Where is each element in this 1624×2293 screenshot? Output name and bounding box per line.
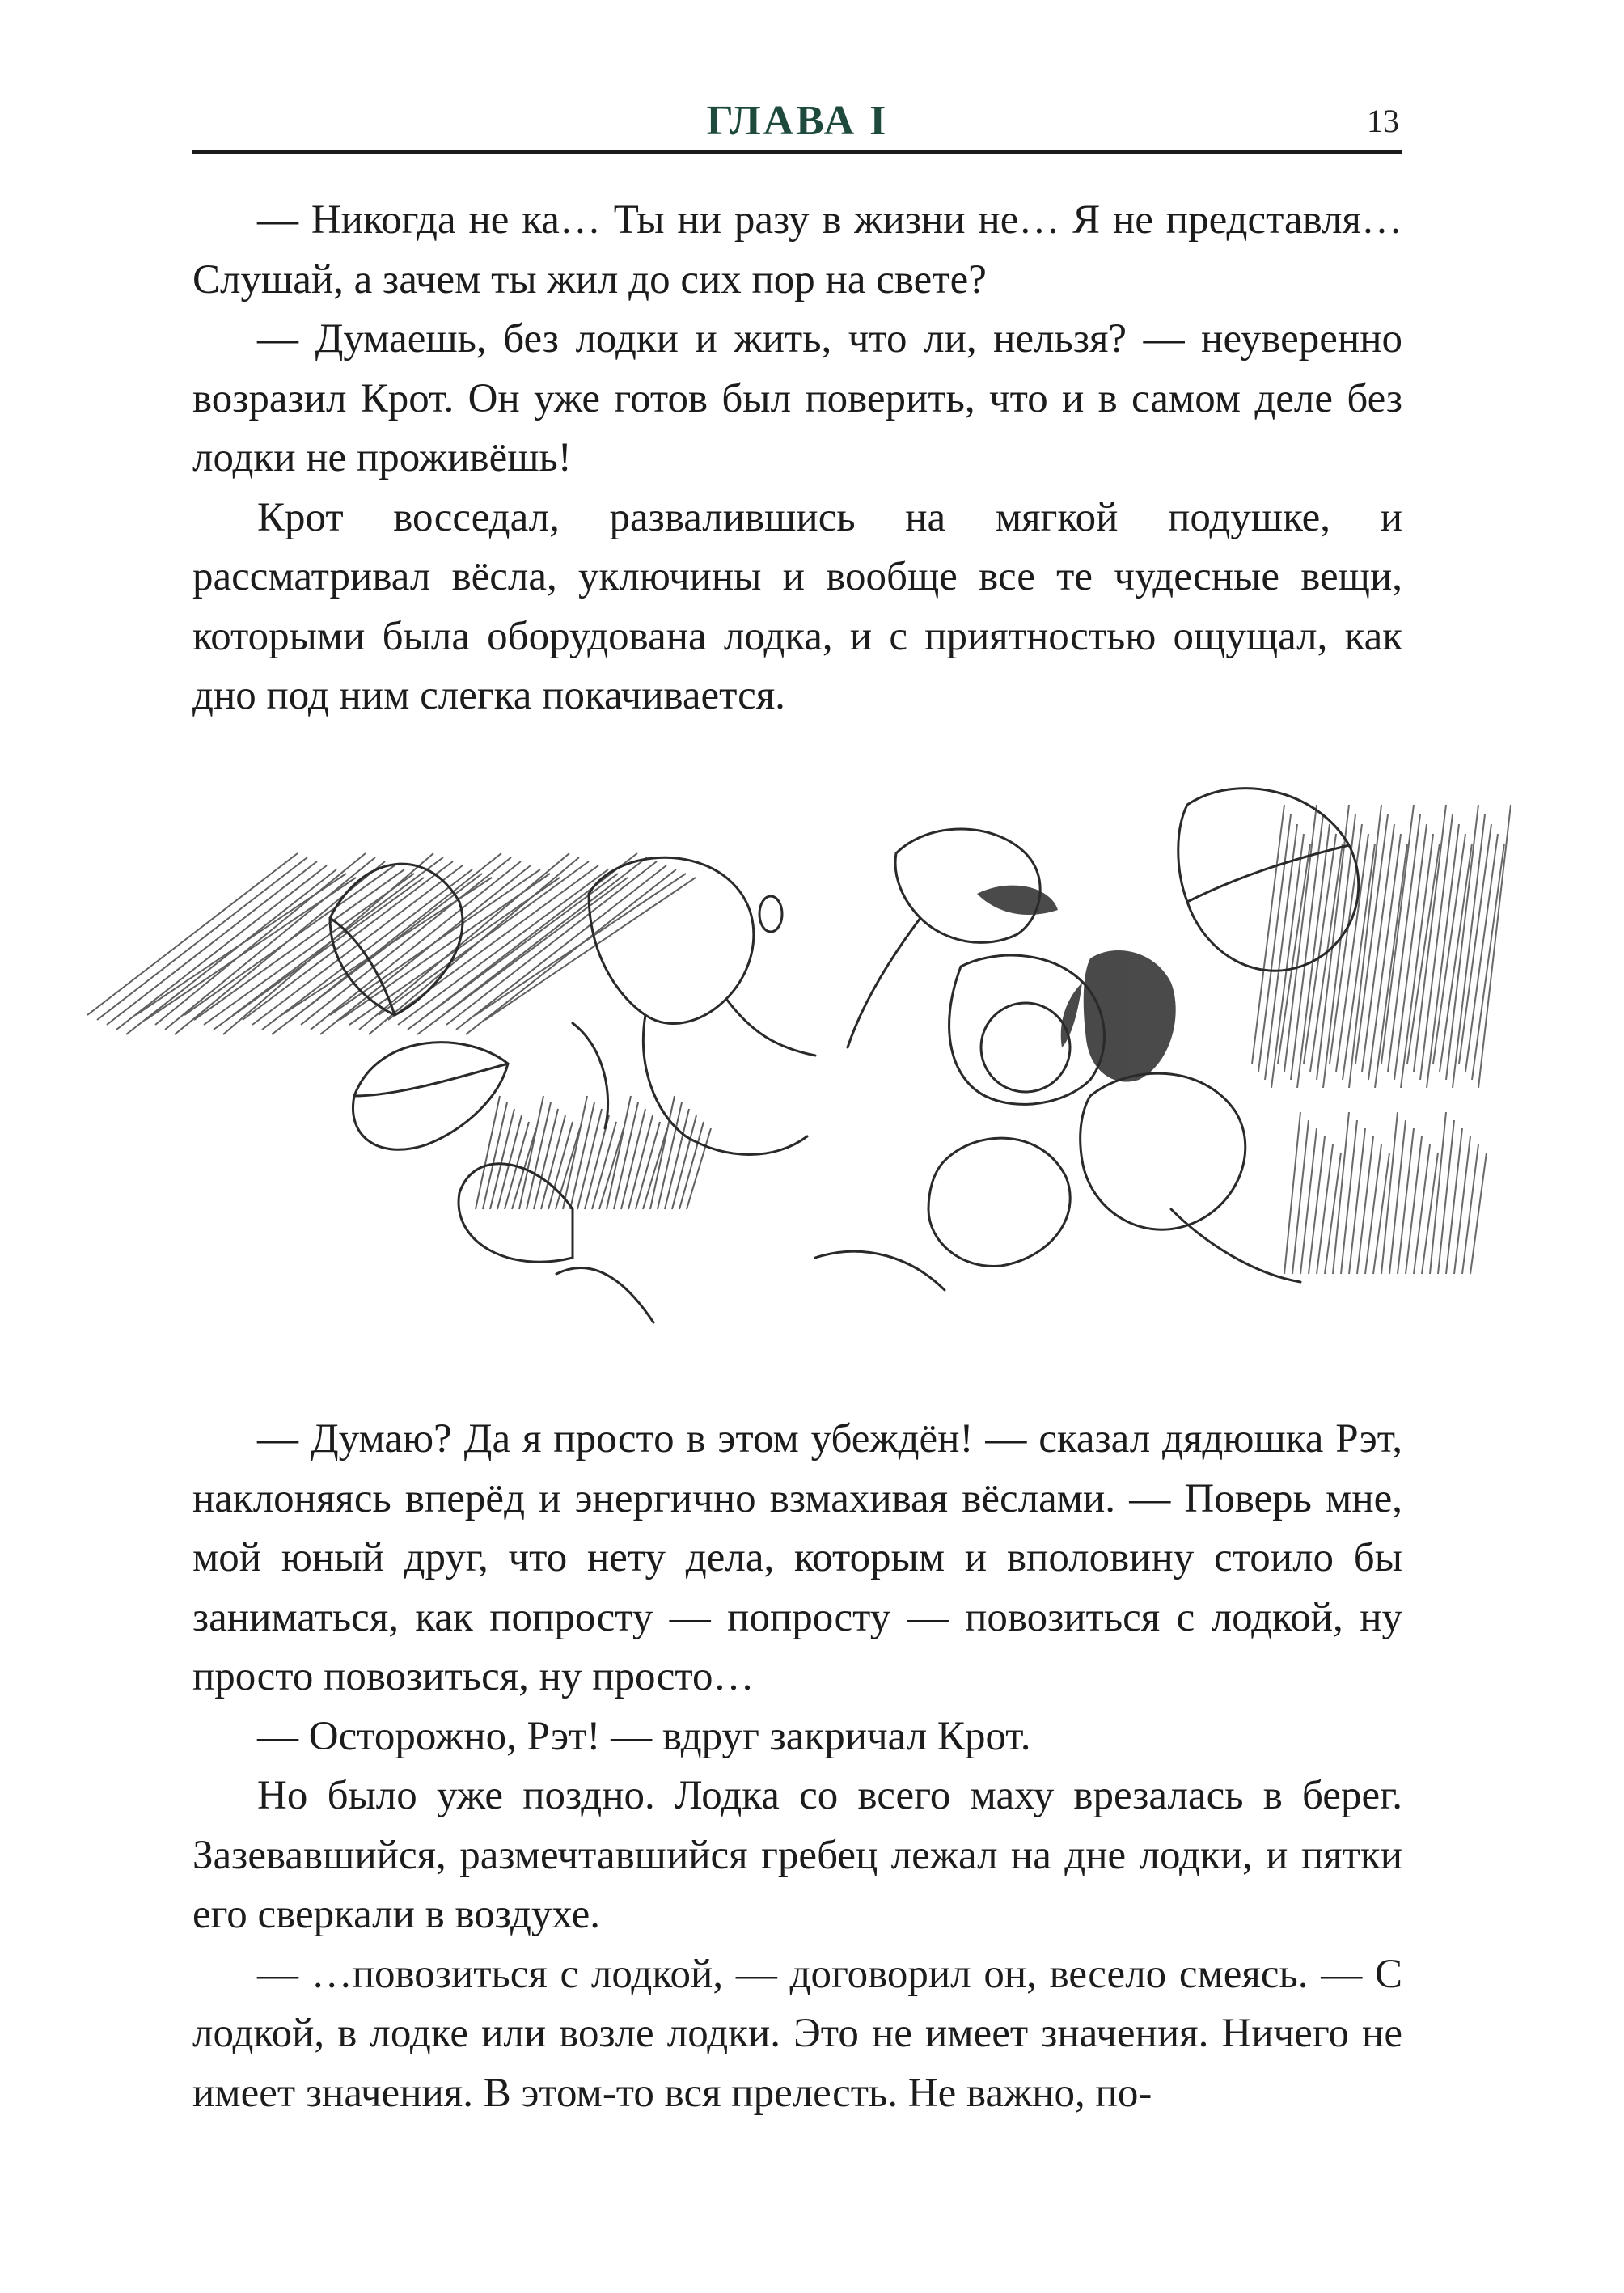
text-block-bottom [192, 1410, 1402, 2123]
paragraph: — Думаешь, без лодки и жить, что ли, нельзя? — неуверенно возразил Крот. Он уже готов был поверить, что и в самом деле без лодки не проживёшь! [192, 316, 1402, 480]
hatching-right [1252, 805, 1511, 1274]
paragraph: Крот восседал, развалившись на мягкой подушке, и рассматривал вёсла, уключины и вообще все те чудесные вещи, которыми была оборудована лодка, и с приятностью ощущал, как дно под ним слегка покачивается. [192, 494, 1402, 718]
page-header [192, 89, 1402, 154]
paragraph: — Думаю? Да я просто в этом убеждён! — сказал дядюшка Рэт, наклоняясь вперёд и энергично взмахивая вёслами. — Поверь мне, мой юный друг, что нету дела, которым и вполовину стоило бы заниматься, как попросту — попросту — повозиться с лодкой, ну просто повозиться, ну просто… [192, 1416, 1402, 1699]
leaves [330, 789, 1359, 1322]
dark-shading [977, 886, 1176, 1082]
hatching-left [87, 853, 711, 1209]
paragraph: — …повозиться с лодкой, — договорил он, весело смеясь. — С лодкой, в лодке или возле лодки. Это не имеет значения. Ничего не имеет значения. В этом-то вся прелесть. Не важно, по- [192, 1951, 1402, 2116]
page-number: 13 [1367, 103, 1399, 139]
text-block-top [192, 191, 1402, 726]
header-rule [192, 150, 1402, 154]
paragraph: — Никогда не ка… Ты ни разу в жизни не… Я не представля… Слушай, а зачем ты жил до сих пор на свете? [192, 197, 1402, 302]
pen-sketch-illustration [87, 756, 1511, 1339]
paragraph: — Осторожно, Рэт! — вдруг закричал Крот. [257, 1713, 1031, 1759]
paragraph: Но было уже поздно. Лодка со всего маху врезалась в берег. Зазевавшийся, размечтавшийся гребец лежал на дне лодки, и пятки его сверкали в воздухе. [192, 1773, 1402, 1937]
chapter-title: ГЛАВА I [706, 98, 889, 144]
